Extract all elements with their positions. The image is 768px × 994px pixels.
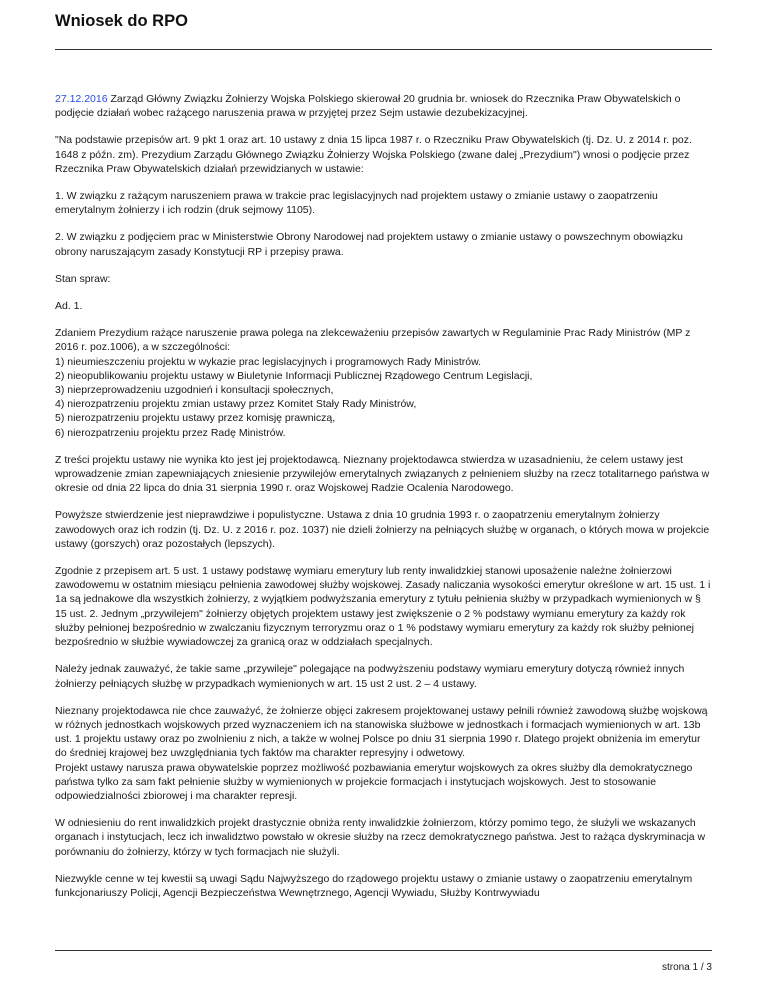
point-2-paragraph: 2. W związku z podjęciem prac w Ministerstwie Obrony Narodowej nad projektem ustawy o zmianie ustawy o powszechnym obowiązku obrony naruszającym zasady Konstytucji RP i przepisy prawa. [55, 231, 683, 258]
violation-item: 6) nierozpatrzeniu projektu przez Radę Ministrów. [55, 426, 286, 439]
violation-item: 3) nieprzeprowadzeniu uzgodnień i konsultacji społecznych, [55, 384, 334, 397]
page-number: strona 1 / 3 [661, 962, 712, 973]
violation-item: 5) nierozpatrzeniu projektu ustawy przez komisję prawniczą, [55, 412, 336, 425]
header-divider [55, 49, 712, 50]
page-title: Wniosek do RPO [55, 12, 188, 30]
violations-intro: Zdaniem Prezydium rażące naruszenie prawa polega na zlekceważeniu przepisów zawartych w Regulaminie Prac Rady Ministrów (MP z 2016 r. poz.1006), a w szczególności: [55, 327, 691, 354]
ad-1-heading: Ad. 1. [55, 300, 83, 313]
violation-item: 2) nieopublikowaniu projektu ustawy w Biuletynie Informacji Publicznej Rządowego Centrum Legislacji, [55, 369, 533, 382]
body-paragraph: Niezwykle cenne w tej kwestii są uwagi Sądu Najwyższego do rządowego projektu ustawy o zmianie ustawy o zaopatrzeniu emerytalnym funkcjonariuszy Policji, Agencji Bezpieczeństwa Wewnętrznego, Agencji Wywiadu, Służby Kontrwywiadu [55, 872, 693, 899]
article-body [55, 92, 715, 913]
quote-intro-paragraph: "Na podstawie przepisów art. 9 pkt 1 oraz art. 10 ustawy z dnia 15 lipca 1987 r. o Rzeczniku Praw Obywatelskich (tj. Dz. U. z 2014 r. poz. 1648 z późn. zm). Prezydium Zarządu Głównego Związku Żołnierzy Wojska Polskiego (zwane dalej „Prezydium") wnosi o podjęcie przez Rzecznika Praw Obywatelskich działań przewidzianych w ustawie: [55, 134, 692, 175]
body-paragraph: Powyższe stwierdzenie jest nieprawdziwe i populistyczne. Ustawa z dnia 10 grudnia 1993 r. o zaopatrzeniu emerytalnym żołnierzy zawodowych oraz ich rodzin (tj. Dz. U. z 2016 r. poz. 1037) nie dzieli żołnierzy na pełniących służbę w organach, o których mowa w projekcie ustawy (gorszych) oraz pozostałych (lepszych). [55, 509, 710, 550]
date-link[interactable]: 27.12.2016 [55, 93, 108, 105]
paragraph-text: Projekt ustawy narusza prawa obywatelskie poprzez możliwość pozbawiania emerytur wojskowych za okres służby dla demokratycznego państwa tylko za sam fakt pełnienie służby w wymienionych w projekcie formacjach i instytucjach wojskowych. Jest to stosowanie odpowiedzialności zbiorowej i ma charakter represji. [55, 761, 693, 802]
paragraph-text: Nieznany projektodawca nie chce zauważyć, że żołnierze objęci zakresem projektowanej ustawy pełnili również zawodową służbę wojskową w różnych jednostkach wojskowych przed wyznaczeniem ich na stanowiska służbowe w jednostkach i formacjach wymienionych w art. 13b ust. 1 projektu ustawy oraz po zwolnieniu z nich, a także w wolnej Polsce po dniu 31 sierpnia 1990 r. Dlatego projekt obniżenia im emerytur do średniej krajowej bez uwzględniania tych faktów ma charakter represyjny i odwetowy. [55, 704, 708, 760]
intro-text: Zarząd Główny Związku Żołnierzy Wojska Polskiego skierował 20 grudnia br. wniosek do Rzecznika Praw Obywatelskich o podjęcie działań wobec rażącego naruszenia prawa w przyjętej przez Sejm ustawie dezubekizacyjnej. [55, 93, 681, 120]
violations-paragraph [55, 326, 715, 440]
intro-paragraph [55, 92, 715, 120]
status-heading: Stan spraw: [55, 272, 111, 285]
point-1-paragraph: 1. W związku z rażącym naruszeniem prawa w trakcie prac legislacyjnych nad projektem ustawy o zmianie ustawy o zaopatrzeniu emerytalnym żołnierzy i ich rodzin (druk sejmowy 1105). [55, 190, 658, 217]
violation-item: 1) nieumieszczeniu projektu w wykazie prac legislacyjnych i programowych Rady Ministrów. [55, 355, 481, 368]
footer-divider [55, 950, 712, 951]
body-paragraph: W odniesieniu do rent inwalidzkich projekt drastycznie obniża renty inwalidzkie żołnierzom, którzy pomimo tego, że służyli we wskazanych organach i instytucjach, lecz ich inwalidztwo powstało w okresie służby na rzecz demokratycznego państwa. Jest to rażąca dyskryminacja w porównaniu do żołnierzy, którzy w tych formacjach nie służyli. [55, 817, 706, 858]
body-paragraph: Należy jednak zauważyć, że takie same „przywileje" polegające na podwyższeniu podstawy wymiaru emerytury dotyczą również innych żołnierzy pełniących służbę w przypadkach wymienionych w art. 15 ust 2 ust. 2 – 4 ustawy. [55, 663, 685, 690]
body-paragraph: Zgodnie z przepisem art. 5 ust. 1 ustawy podstawę wymiaru emerytury lub renty inwalidzkiej stanowi uposażenie należne żołnierzowi zawodowemu w ostatnim miesiącu pełnienia zawodowej służby wojskowej. Zasady naliczania wysokości emerytur określone w art. 15 ust. 1 i 1a są jednakowe dla wszystkich żołnierzy, z wyjątkiem podwyższania emerytury z tytułu pełnienia służby w przypadkach wymienionych w § 15 ust. 2. Jednym „przywilejem" żołnierzy objętych projektem ustawy jest zwiększenie o 2 % podstawy wymianu emerytury za każdy rok służby pełnionej bezpośrednio w zwalczaniu fizycznym terroryzmu oraz o 1 % podstawy wymiaru emerytury za każdy rok służby pełnionej bezpośrednio w służbie wywiadowczej za granicą oraz w oddziałach specjalnych. [55, 565, 711, 649]
body-paragraph [55, 704, 715, 803]
violation-item: 4) nierozpatrzeniu projektu zmian ustawy przez Komitet Stały Rady Ministrów, [55, 398, 417, 411]
body-paragraph: Z treści projektu ustawy nie wynika kto jest jej projektodawcą. Nieznany projektodawca stwierdza w uzasadnieniu, że celem ustawy jest wprowadzenie zmian zapewniających zniesienie przywilejów emerytalnych związanych z pełnieniem służby na rzecz totalitarnego państwa w okresie od dnia 22 lipca do dnia 31 sierpnia 1990 r. oraz Wojskowej Radzie Ocalenia Narodowego. [55, 453, 710, 495]
